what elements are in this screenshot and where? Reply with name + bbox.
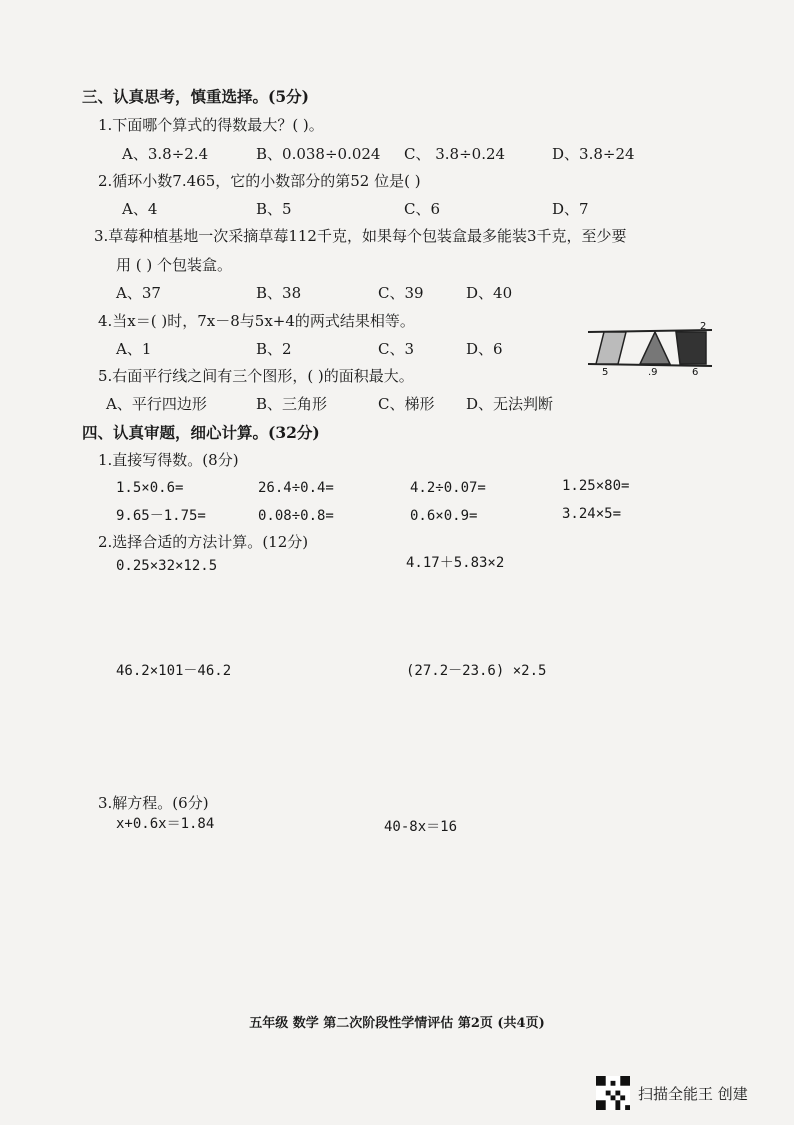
figure-label-left: 5 xyxy=(602,367,609,378)
figure-label-right: 6 xyxy=(692,367,699,378)
q1-option-a: A、3.8÷2.4 xyxy=(122,145,209,163)
calc-7: 0.6×0.9= xyxy=(410,508,478,524)
parallel-lines-figure xyxy=(584,322,714,378)
triangle-shape xyxy=(640,332,670,364)
method-calc-1: 0.25×32×12.5 xyxy=(116,558,218,574)
method-calc-2: 4.17＋5.83×2 xyxy=(406,555,505,571)
p3-heading: 3.解方程。(6分) xyxy=(98,794,209,812)
q2-text: 2.循环小数7.465，它的小数部分的第52 位是( ) xyxy=(98,172,421,190)
q4-text: 4.当x＝( )时，7x－8与5x+4的两式结果相等。 xyxy=(98,312,415,330)
q5-option-c: C、梯形 xyxy=(378,395,435,413)
q1-option-c: C、 3.8÷0.24 xyxy=(404,145,506,163)
method-calc-3: 46.2×101－46.2 xyxy=(116,663,232,679)
calc-5: 9.65－1.75= xyxy=(116,508,206,524)
calc-2: 26.4÷0.4= xyxy=(258,480,334,496)
q4-option-a: A、1 xyxy=(116,340,152,358)
q3-line1: 3.草莓种植基地一次采摘草莓112千克，如果每个包装盒最多能装3千克，至少要 xyxy=(94,227,627,245)
q1-option-b: B、0.038÷0.024 xyxy=(256,145,381,163)
q2-option-a: A、4 xyxy=(122,200,158,218)
calc-8: 3.24×5= xyxy=(562,506,622,522)
qr-code-icon xyxy=(596,1076,630,1110)
q4-option-d: D、6 xyxy=(466,340,503,358)
calc-6: 0.08÷0.8= xyxy=(258,508,334,524)
q1-text: 1.下面哪个算式的得数最大？( )。 xyxy=(98,116,324,134)
figure-label-middle: .9 xyxy=(648,367,658,378)
watermark-text: 扫描全能王 创建 xyxy=(638,1084,748,1103)
figure-label-top: 2 xyxy=(700,322,707,332)
parallelogram-shape xyxy=(596,332,626,364)
q5-text: 5.右面平行线之间有三个图形，( )的面积最大。 xyxy=(98,367,414,385)
equation-2: 40-8x＝16 xyxy=(384,819,458,835)
q4-option-c: C、3 xyxy=(378,340,415,358)
calc-4: 1.25×80= xyxy=(562,478,630,494)
page-footer: 五年级 数学 第二次阶段性学情评估 第2页 (共4页) xyxy=(249,1016,545,1031)
method-calc-4: (27.2－23.6) ×2.5 xyxy=(406,663,547,679)
p1-heading: 1.直接写得数。(8分) xyxy=(98,451,239,469)
q2-option-b: B、5 xyxy=(256,200,292,218)
trapezoid-shape xyxy=(676,332,706,364)
p2-heading: 2.选择合适的方法计算。(12分) xyxy=(98,533,309,551)
q5-option-a: A、平行四边形 xyxy=(106,395,207,413)
q3-line2: 用 ( ) 个包装盒。 xyxy=(116,256,233,274)
q4-option-b: B、2 xyxy=(256,340,292,358)
section4-heading: 四、认真审题，细心计算。(32分) xyxy=(82,423,320,442)
q3-option-b: B、38 xyxy=(256,284,302,302)
q5-option-d: D、无法判断 xyxy=(466,395,554,413)
equation-1: x+0.6x＝1.84 xyxy=(116,816,215,832)
q3-option-a: A、37 xyxy=(116,284,161,302)
q3-option-d: D、40 xyxy=(466,284,513,302)
q1-option-d: D、3.8÷24 xyxy=(552,145,635,163)
q3-option-c: C、39 xyxy=(378,284,424,302)
calc-3: 4.2÷0.07= xyxy=(410,480,486,496)
scanner-watermark xyxy=(596,1076,748,1110)
q2-option-d: D、7 xyxy=(552,200,589,218)
section3-heading: 三、认真思考，慎重选择。(5分) xyxy=(82,87,309,106)
q2-option-c: C、6 xyxy=(404,200,441,218)
calc-1: 1.5×0.6= xyxy=(116,480,184,496)
q5-option-b: B、三角形 xyxy=(256,395,328,413)
